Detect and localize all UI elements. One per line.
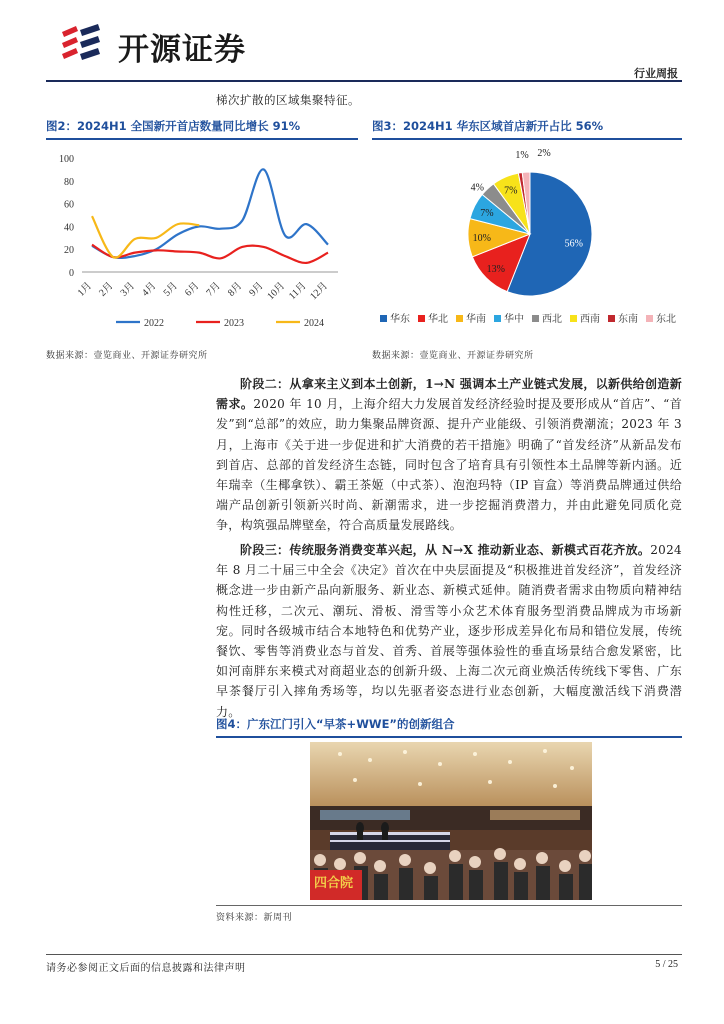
- legend-label-华南: 华南: [466, 314, 486, 325]
- photo-sign-text: 四合院: [314, 876, 354, 891]
- pie-data-label: 7%: [480, 208, 494, 220]
- fig4-source: 资料来源：新周刊: [216, 913, 293, 923]
- paragraph-stage-three-body: 2024 年 8 月二十届三中全会《决定》首次在中央层面提及“积极推进首发经济”，首发经济概念进一步由新产品向新服务、新业态、新模式延伸。随消费者需求由物质向精神结构性迁移，二次元、潮玩、滑板、滑雪等小众艺术体育服务型消费品牌成为市场新宠。同时各级城市结合本地特色和优势产业，逐步形成差异化布局和错位发展，传统餐饮、零售等消费业态与首发、首秀、首展等强体验性的垂直场景结合愈发紧密，比如河南胖东来模式对商超业态的创新升级、上海二次元商业焕活传统线下零售、广东早茶餐厅引入摔角秀场等，均以先驱者姿态进行业态创新，大幅度激活线下消费潜力。: [216, 543, 682, 719]
- legend-swatch-东北: [646, 315, 653, 322]
- legend-swatch-东南: [608, 315, 615, 322]
- fig4-title-rule: [216, 736, 682, 738]
- x-tick-label: 9月: [247, 280, 266, 299]
- legend-label-华北: 华北: [428, 314, 448, 325]
- legend-label-华东: 华东: [390, 314, 410, 325]
- pie-data-label: 7%: [504, 185, 518, 197]
- fig3-title-rule: [372, 138, 682, 140]
- legend-label-华中: 华中: [504, 314, 524, 325]
- x-tick-label: 5月: [161, 280, 180, 299]
- x-tick-label: 7月: [204, 280, 223, 299]
- fig2-title-rule: [46, 138, 358, 140]
- x-tick-label: 4月: [140, 280, 159, 299]
- page-number: 5 / 25: [655, 959, 678, 970]
- legend-label-2022: 2022: [144, 318, 164, 329]
- fig2-source: 数据来源：壹览商业、开源证券研究所: [46, 351, 208, 361]
- fig4-title: 图4：广东江门引入“早茶+WWE”的创新组合: [216, 717, 455, 731]
- legend-label-2024: 2024: [304, 318, 324, 329]
- footer-divider: [46, 954, 682, 955]
- wrestling-show-photo: [310, 742, 592, 900]
- fig2-title: 图2：2024H1 全国新开首店数量同比增长 91%: [46, 119, 301, 133]
- x-tick-label: 2月: [97, 280, 116, 299]
- pie-data-label: 4%: [470, 182, 484, 194]
- pie-data-label: 56%: [564, 238, 584, 250]
- legend-swatch-华南: [456, 315, 463, 322]
- fig3-title: 图3：2024H1 华东区域首店新开占比 56%: [372, 119, 604, 133]
- fig3-source: 数据来源：壹览商业、开源证券研究所: [372, 351, 534, 361]
- paragraph-stage-two: [216, 374, 682, 536]
- y-tick-label: 40: [64, 222, 74, 234]
- x-tick-label: 11月: [287, 280, 309, 303]
- series-line-2022: [92, 169, 328, 258]
- intro-line: 梯次扩散的区域集聚特征。: [216, 93, 360, 107]
- legend-swatch-西北: [532, 315, 539, 322]
- paragraph-stage-two-body: 2020 年 10 月，上海介绍大力发展首发经济经验时提及要形成从“首店”、“首发”到“总部”的效应，助力集聚品牌资源、提升产业能级、引领消费潮流；2023 年 3 月，上海市《关于进一步促进和扩大消费的若干措施》明确了“首发经济”从新品发布到首店、总部的首发经济生态链，同时包含了培育具有引领性本土品牌等新内涵。近年瑞幸（生椰拿铁）、霸王茶姬（中式茶）、泡泡玛特（IP 盲盒）等消费品牌通过供给端产品创新引领新兴时尚、新潮需求，进一步挖掘消费潜力，并由此避免同质化竞争，构筑强品牌壁垒，符合高质量发展路线。: [216, 397, 682, 533]
- paragraph-stage-two-lead: 阶段二：从拿来主义到本土创新，1→N 强调本土产业链式发展，以新供给创造新需求。: [216, 377, 682, 412]
- page-header: [0, 0, 724, 80]
- x-tick-label: 3月: [118, 280, 138, 299]
- x-tick-label: 8月: [225, 280, 245, 299]
- legend-swatch-华东: [380, 315, 387, 322]
- x-tick-label: 6月: [183, 280, 202, 299]
- kaiyuan-logo-icon: [58, 22, 106, 68]
- brand-name: 开源证券: [118, 32, 246, 68]
- legend-swatch-华北: [418, 315, 425, 322]
- legend-label-东北: 东北: [656, 314, 676, 325]
- fig4-bottom-rule: [216, 905, 682, 906]
- paragraph-stage-three-lead: 阶段三：传统服务消费变革兴起，从 N→X 推动新业态、新模式百花齐放。: [240, 543, 651, 557]
- pie-data-label: 10%: [472, 233, 491, 245]
- y-tick-label: 100: [59, 154, 74, 165]
- y-tick-label: 60: [64, 199, 74, 211]
- header-divider: [46, 80, 682, 82]
- legend-label-西南: 西南: [580, 314, 600, 325]
- line-chart: [46, 142, 358, 338]
- y-tick-label: 20: [64, 245, 74, 257]
- x-tick-label: 10月: [265, 280, 288, 303]
- legend-label-东南: 东南: [618, 314, 638, 325]
- footer-disclaimer: 请务必参阅正文后面的信息披露和法律声明: [46, 963, 246, 974]
- legend-label-西北: 西北: [542, 314, 562, 325]
- pie-data-label: 1%: [515, 150, 529, 161]
- x-tick-label: 12月: [308, 280, 331, 303]
- legend-label-2023: 2023: [224, 318, 244, 329]
- y-tick-label: 80: [64, 176, 74, 188]
- legend-swatch-西南: [570, 315, 577, 322]
- report-type: 行业周报: [634, 67, 678, 80]
- pie-chart: [372, 142, 682, 338]
- y-tick-label: 0: [69, 268, 74, 279]
- x-tick-label: 1月: [75, 280, 95, 299]
- pie-data-label: 13%: [486, 264, 505, 276]
- paragraph-stage-three: [216, 540, 682, 722]
- legend-swatch-华中: [494, 315, 501, 322]
- pie-data-label: 2%: [537, 148, 551, 159]
